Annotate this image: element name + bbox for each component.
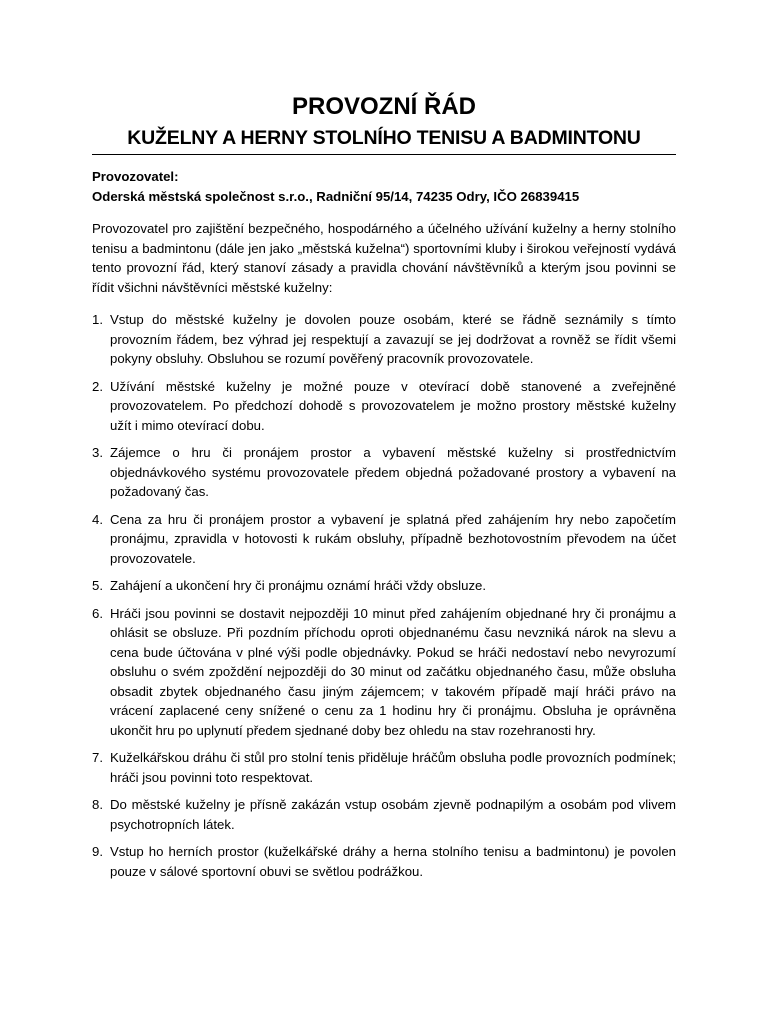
rule-item [92, 795, 676, 834]
rule-number: 1. [92, 312, 103, 328]
rule-number: 2. [92, 378, 103, 394]
rule-text: Zahájení a ukončení hry či pronájmu oznámí hráči vždy obsluze. [110, 578, 487, 594]
rule-item [92, 510, 676, 569]
rule-number: 3. [92, 445, 103, 461]
rule-number: 4. [92, 511, 103, 527]
rule-number: 5. [92, 578, 103, 594]
rule-number: 6. [92, 605, 103, 621]
rule-item [92, 310, 676, 369]
intro-paragraph: Provozovatel pro zajištění bezpečného, hospodárného a účelného užívání kuželny a herny stolního tenisu a badmintonu (dále jen jako „městská kuželna“) sportovními kluby i širokou veřejností vydává tento provozní řád, který stanoví zásady a pravidla chování návštěvníků a kterým jsou povinni se řídit všichni návštěvníci městské kuželny: [92, 221, 676, 295]
rule-text: Cena za hru či pronájem prostor a vybavení je splatná před zahájením hry nebo započetím pronájmu, zpravidla v hotovosti k rukám obsluhy, případně bezhotovostním převodem na účet provozovatele. [110, 511, 676, 566]
rule-number: 9. [92, 844, 103, 860]
operator-details: Oderská městská společnost s.r.o., Radniční 95/14, 74235 Odry, IČO 26839415 [92, 189, 580, 204]
document-subtitle: KUŽELNY A HERNY STOLNÍHO TENISU A BADMINTONU [127, 127, 641, 149]
rule-number: 7. [92, 750, 103, 766]
rule-item [92, 748, 676, 787]
document-title: PROVOZNÍ ŘÁD [291, 93, 476, 120]
rule-text: Kuželkářskou dráhu či stůl pro stolní tenis přiděluje hráčům obsluha podle provozních podmínek; hráči jsou povinni toto respektovat. [110, 750, 676, 785]
operator-block [92, 167, 676, 207]
rule-item [92, 576, 676, 596]
rule-text: Vstup ho herních prostor (kuželkářské dráhy a herna stolního tenisu a badmintonu) je povolen pouze v sálové sportovní obuvi se světlou podrážkou. [110, 844, 676, 879]
rule-text: Vstup do městské kuželny je dovolen pouze osobám, které se řádně seznámily s tímto provozním řádem, bez výhrad jej respektují a zavazují se jej dodržovat a rovněž se řídit všemi pokyny obsluhy. Obsluhou se rozumí pověřený pracovník provozovatele. [110, 312, 676, 367]
rule-item [92, 842, 676, 881]
rule-text: Užívání městské kuželny je možné pouze v otevírací době stanovené a zveřejněné provozovatelem. Po předchozí dohodě s provozovatelem je možno prostory městské kuželny užít i mimo otevírací dobu. [110, 378, 676, 433]
rules-list [92, 310, 676, 881]
rule-text: Do městské kuželny je přísně zakázán vstup osobám zjevně podnapilým a osobám pod vlivem psychotropních látek. [110, 797, 676, 832]
rule-text: Hráči jsou povinni se dostavit nejpozději 10 minut před zahájením objednané hry či pronájmu a ohlásit se obsluze. Při pozdním příchodu oproti objednanému času nevzniká nárok na slevu a cena bude účtována v plné výši podle objednávky. Pokud se hráči nedostaví nebo nevyrozumí obsluhu o svém zpoždění nejpozději do 30 minut od začátku objednaného času, může obsluha obsadit zbytek objednaného času jiným zájemcem; v takovém případě mají hráči právo na vrácení zaplacené ceny snížené o cenu za 1 hodinu hry či pronájmu. Obsluha je oprávněna ukončit hru po uplynutí předem sjednané doby bez ohledu na stav rozehranosti hry. [110, 605, 676, 738]
rule-item [92, 604, 676, 741]
rule-item [92, 377, 676, 436]
document-page [92, 92, 676, 889]
rule-text: Zájemce o hru či pronájem prostor a vybavení městské kuželny si prostřednictvím objednávkového systému provozovatele předem objedná požadované prostory a vybavení na požadovaný čas. [110, 445, 676, 500]
rule-item [92, 443, 676, 502]
title-underline [92, 154, 676, 155]
rule-number: 8. [92, 797, 103, 813]
operator-label: Provozovatel: [92, 169, 179, 184]
